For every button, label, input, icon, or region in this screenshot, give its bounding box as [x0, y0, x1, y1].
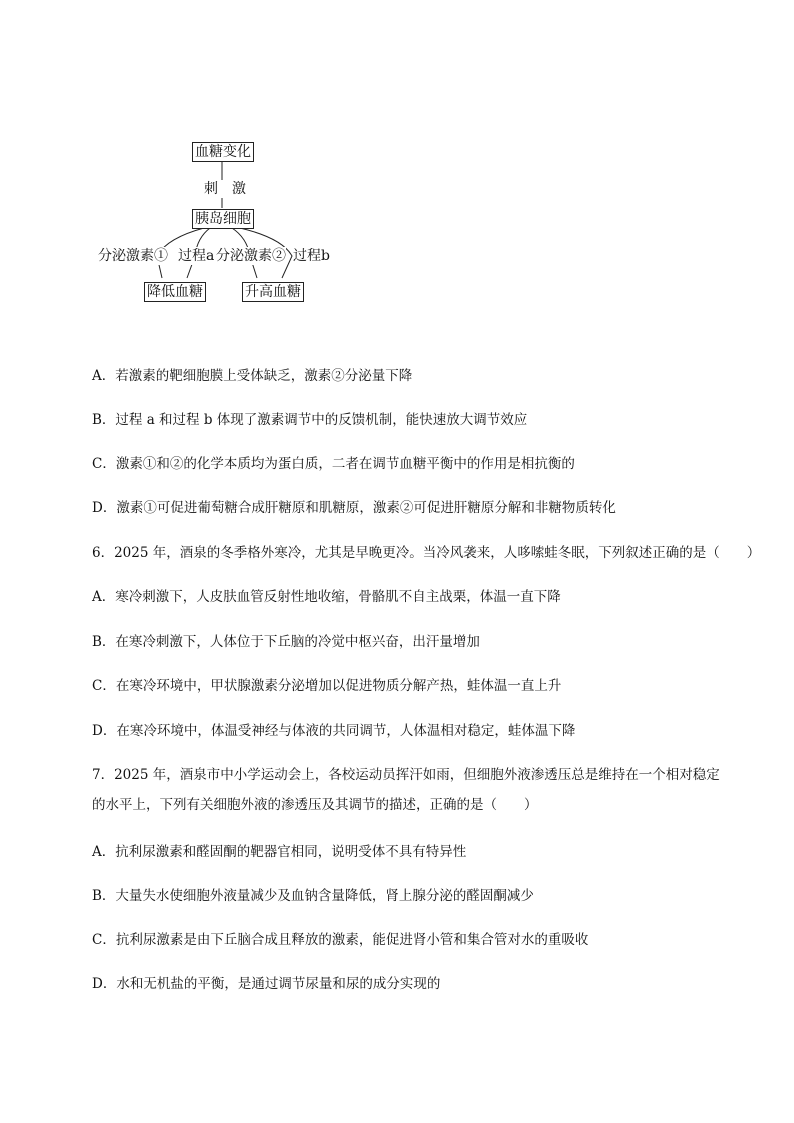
stimulus-label: 刺 激	[204, 181, 246, 197]
raise-blood-sugar-box: 升高血糖	[242, 282, 304, 302]
blood-sugar-change-box: 血糖变化	[192, 142, 254, 162]
q7-option-b: B．大量失水使细胞外液量减少及血钠含量降低，肾上腺分泌的醛固酮减少	[92, 888, 534, 904]
q5-option-a: A．若激素的靶细胞膜上受体缺乏，激素②分泌量下降	[92, 368, 413, 384]
q5-option-d: D．激素①可促进葡萄糖合成肝糖原和肌糖原，激素②可促进肝糖原分解和非糖物质转化	[92, 500, 616, 516]
q6-option-a: A．寒冷刺激下，人皮肤血管反射性地收缩，骨骼肌不自主战栗，体温一直下降	[92, 589, 561, 605]
lower-blood-sugar-box: 降低血糖	[144, 282, 206, 302]
process-a-label: 过程a	[178, 248, 215, 264]
q7-option-a: A．抗利尿激素和醛固酮的靶器官相同，说明受体不具有特异性	[92, 844, 467, 860]
q6-option-d: D．在寒冷环境中，体温受神经与体液的共同调节，人体温相对稳定，蛙体温下降	[92, 723, 576, 739]
secrete-hormone-2-label: 分泌激素②	[216, 248, 286, 264]
q6-option-c: C．在寒冷环境中，甲状腺激素分泌增加以促进物质分解产热，蛙体温一直上升	[92, 678, 562, 694]
process-b-label: 过程b	[293, 248, 330, 264]
q6-option-b: B．在寒冷刺激下，人体位于下丘脑的冷觉中枢兴奋，出汗量增加	[92, 634, 480, 650]
q6-stem: 6．2025 年，酒泉的冬季格外寒冷，尤其是早晚更冷。当冷风袭来，人哆嗦蛙冬眠，下列叙述正确的是（ ）	[92, 545, 761, 561]
secrete-hormone-1-label: 分泌激素①	[98, 248, 168, 264]
q7-option-d: D．水和无机盐的平衡，是通过调节尿量和尿的成分实现的	[92, 976, 441, 992]
q7-option-c: C．抗利尿激素是由下丘脑合成且释放的激素，能促进肾小管和集合管对水的重吸收	[92, 932, 589, 948]
islet-cells-box: 胰岛细胞	[192, 209, 254, 229]
q5-option-b: B．过程 a 和过程 b 体现了激素调节中的反馈机制，能快速放大调节效应	[92, 412, 528, 428]
blood-sugar-diagram	[92, 138, 342, 308]
q7-stem: 7．2025 年，酒泉市中小学运动会上，各校运动员挥汗如雨，但细胞外液渗透压总是维持在一个相对稳定的水平上，下列有关细胞外液的渗透压及其调节的描述，正确的是（ ）	[92, 767, 720, 813]
q5-option-c: C．激素①和②的化学本质均为蛋白质，二者在调节血糖平衡中的作用是相抗衡的	[92, 456, 575, 472]
